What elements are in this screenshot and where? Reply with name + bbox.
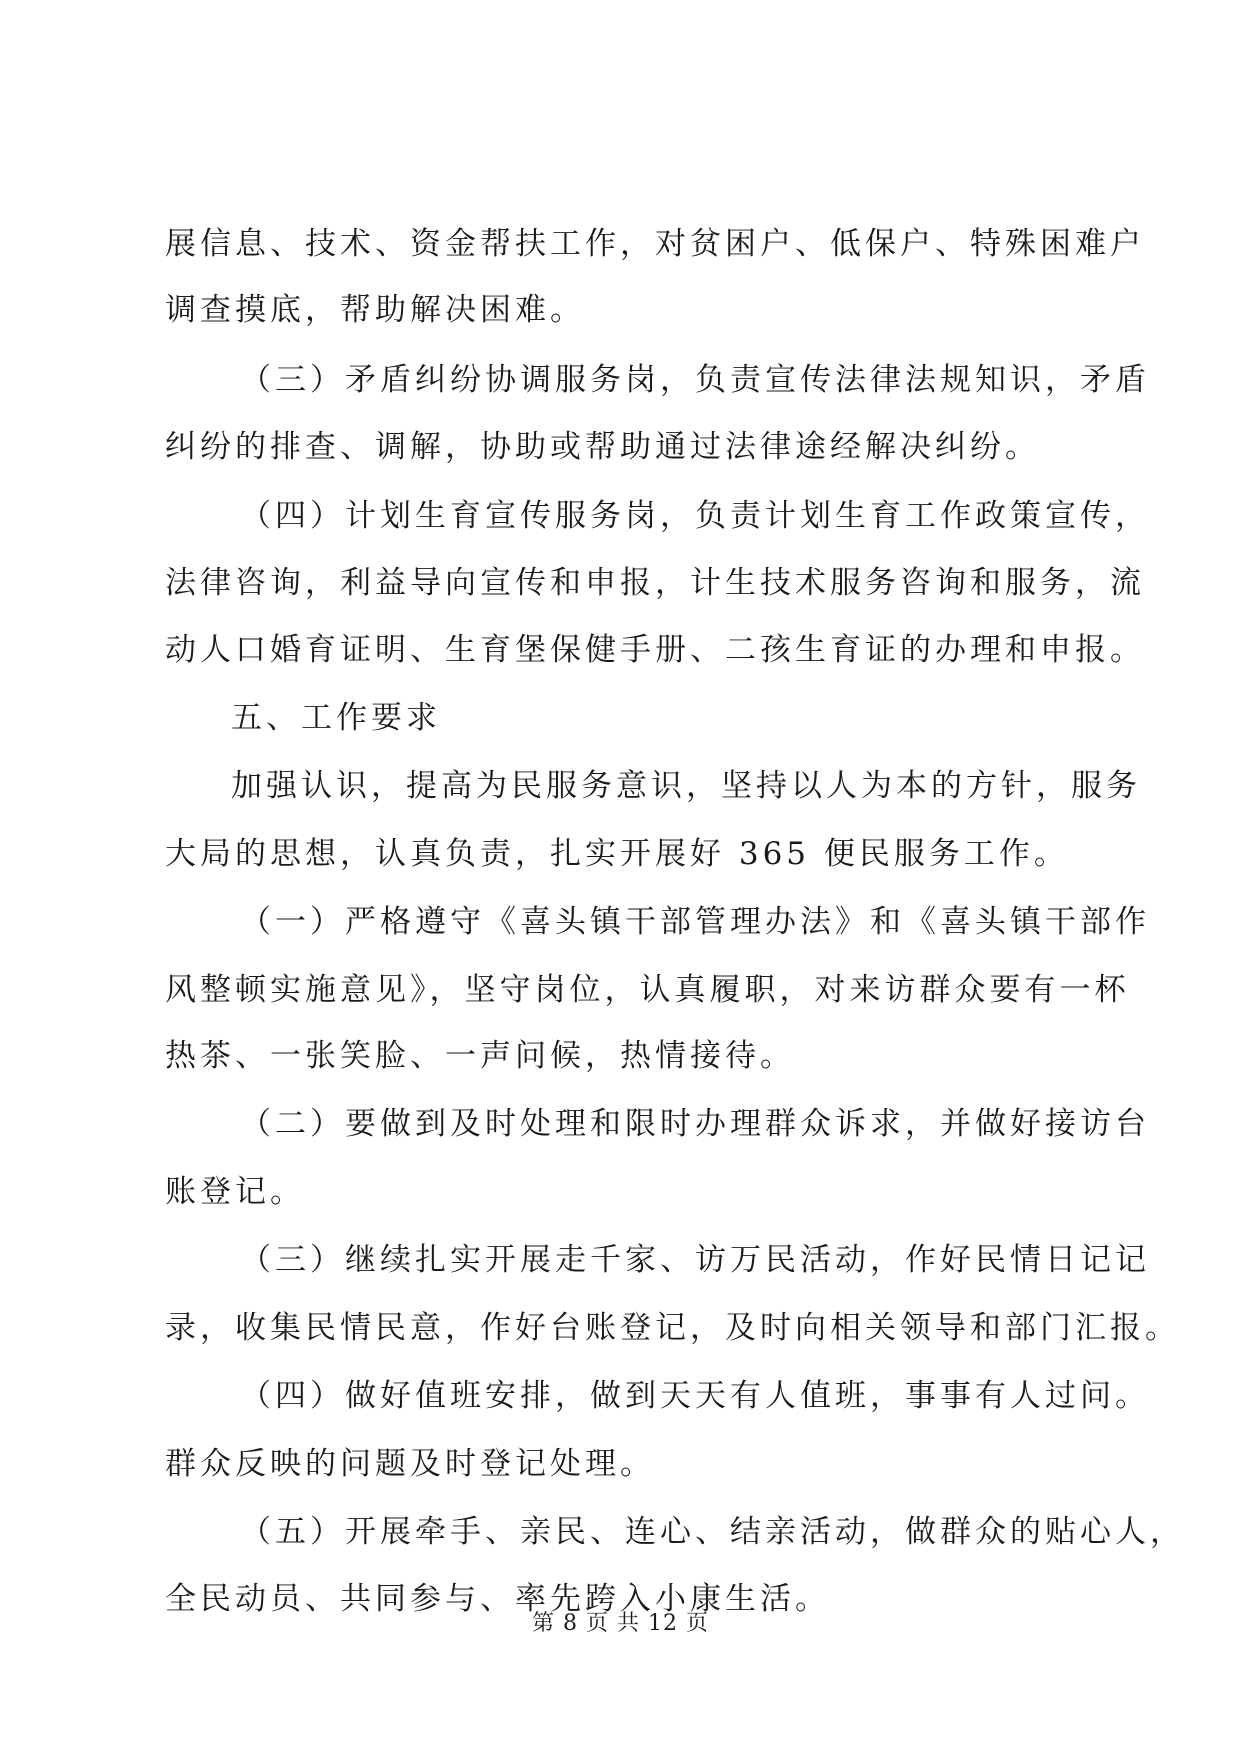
text-line: 录，收集民情民意，作好台账登记，及时向相关领导和部门汇报。	[165, 1310, 1180, 1346]
text-line: （四）计划生育宣传服务岗，负责计划生育工作政策宣传，	[240, 498, 1150, 534]
section-heading: 五、工作要求	[231, 700, 441, 736]
text-line: （四）做好值班安排，做到天天有人值班，事事有人过问。	[240, 1378, 1150, 1414]
text-line: （二）要做到及时处理和限时办理群众诉求，并做好接访台	[240, 1106, 1150, 1142]
text-line: 调查摸底，帮助解决困难。	[165, 292, 585, 328]
text-line: 风整顿实施意见》，坚守岗位，认真履职，对来访群众要有一杯	[165, 972, 1130, 1008]
text-line: （五）开展牵手、亲民、连心、结亲活动，做群众的贴心人，	[240, 1514, 1185, 1550]
text-line: 动人口婚育证明、生育堡保健手册、二孩生育证的办理和申报。	[165, 632, 1145, 668]
text-line: 加强认识，提高为民服务意识，坚持以人为本的方针，服务	[231, 768, 1141, 804]
text-line: （三）矛盾纠纷协调服务岗，负责宣传法律法规知识，矛盾	[240, 362, 1150, 398]
text-line: 展信息、技术、资金帮扶工作，对贫困户、低保户、特殊困难户	[165, 226, 1145, 262]
text-line: 法律咨询，利益导向宣传和申报，计生技术服务咨询和服务，流	[165, 565, 1145, 601]
text-line: 全民动员、共同参与、率先跨入小康生活。	[165, 1581, 830, 1617]
text-line: 账登记。	[165, 1174, 305, 1210]
text-line: 群众反映的问题及时登记处理。	[165, 1446, 655, 1482]
text-line: 大局的思想，认真负责，扎实开展好 365 便民服务工作。	[165, 836, 1069, 872]
text-line: （三）继续扎实开展走千家、访万民活动，作好民情日记记	[240, 1242, 1150, 1278]
text-line: 纠纷的排查、调解，协助或帮助通过法律途经解决纠纷。	[165, 429, 1040, 465]
page-number-footer: 第 8 页 共 12 页	[532, 1611, 709, 1636]
text-line: （一）严格遵守《喜头镇干部管理办法》和《喜头镇干部作	[240, 904, 1150, 940]
text-line: 热茶、一张笑脸、一声问候，热情接待。	[165, 1038, 795, 1074]
